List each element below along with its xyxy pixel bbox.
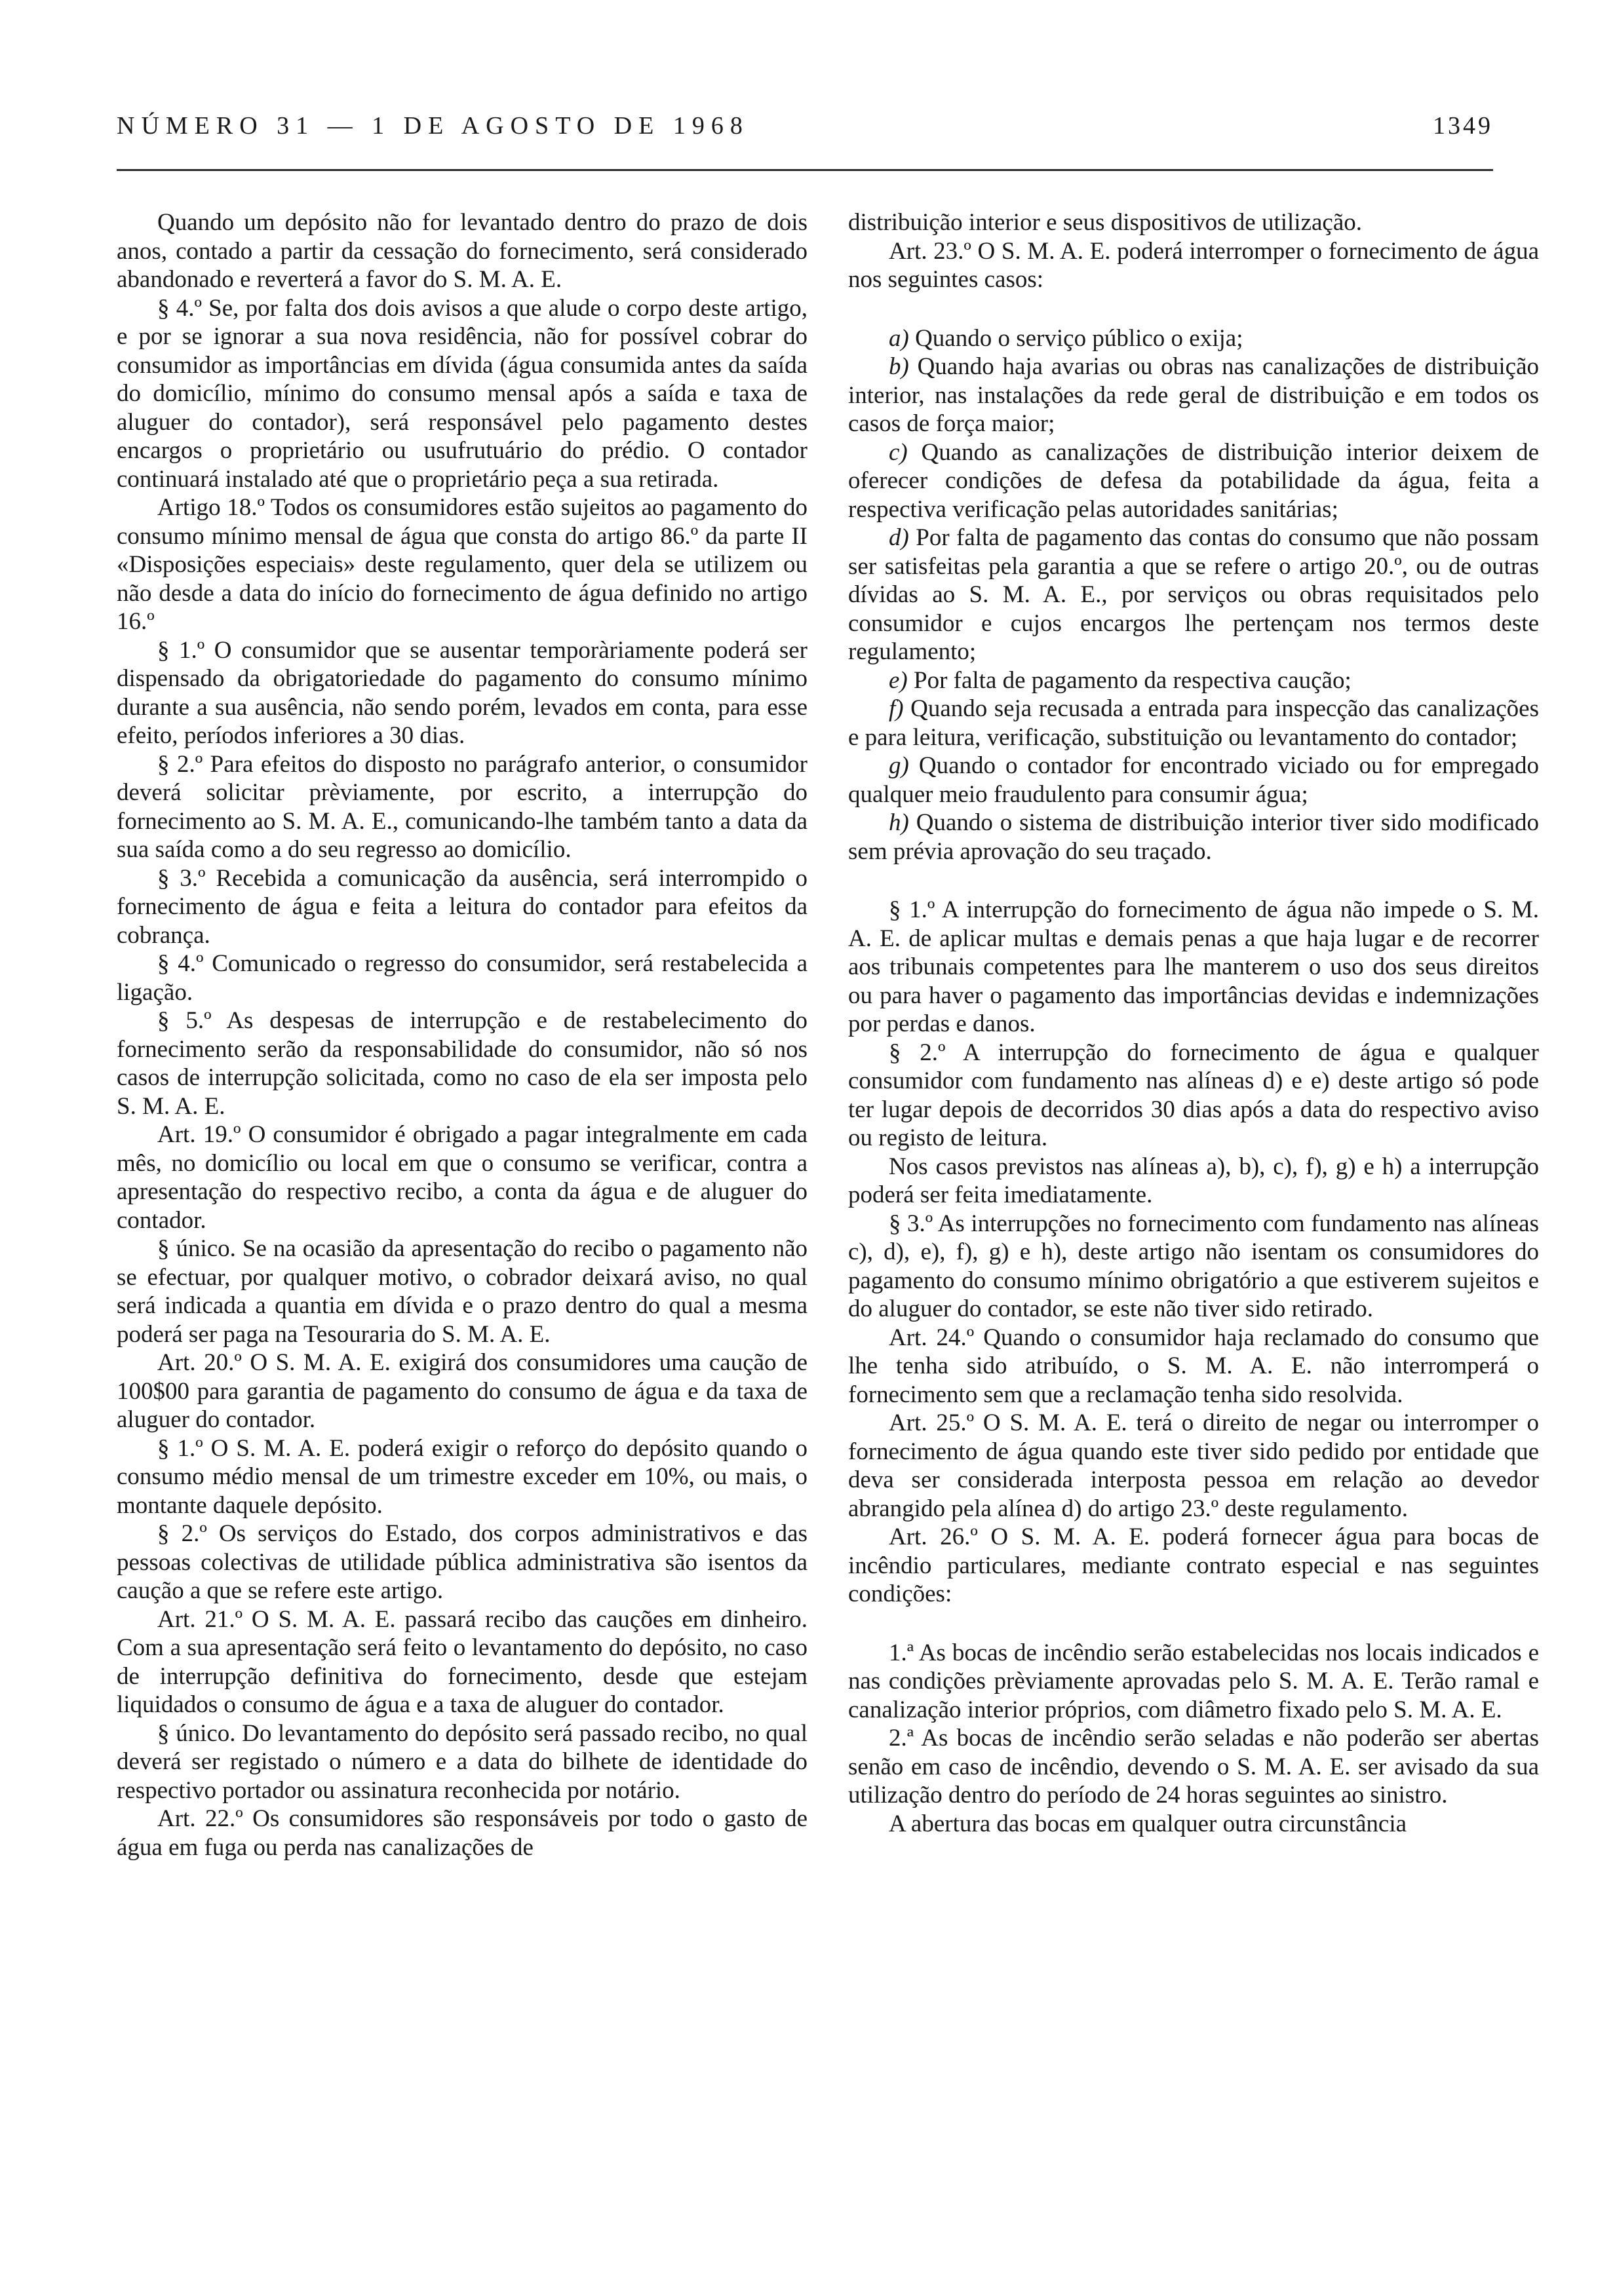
- left-paragraph: Art. 19.º O consumidor é obrigado a pagar integralmente em cada mês, no domicílio ou local em que o consumo se verificar, contra a apresentação do respectivo recibo, a conta da água e de aluguer do contador.: [117, 1121, 808, 1234]
- right-paragraph: [848, 1810, 1539, 1839]
- right-paragraph: [848, 208, 1539, 237]
- paragraph-text: A abertura das bocas em qualquer outra circunstância: [889, 1810, 1407, 1837]
- right-paragraph: [848, 324, 1539, 353]
- left-paragraph: § 2.º Para efeitos do disposto no parágrafo anterior, o consumidor deverá solicitar prèviamente, por escrito, a interrupção do fornecimento ao S. M. A. E., comunicando-lhe também tanto a data da sua saída como a do seu regresso ao domicílio.: [117, 750, 808, 863]
- paragraph-text: Quando o contador for encontrado viciado ou for empregado qualquer meio fraudulento para consumir água;: [848, 752, 1540, 808]
- right-paragraph: [848, 1724, 1539, 1810]
- left-column: [117, 208, 808, 1862]
- paragraph-text: Quando seja recusada a entrada para inspecção das canalizações e para leitura, verificação, substituição ou levantamento do contador;: [848, 695, 1540, 751]
- paragraph-text: Art. 24.º Quando o consumidor haja reclamado do consumo que lhe tenha sido atribuído, o S. M. A. E. não interromperá o fornecimento sem que a reclamação tenha sido resolvida.: [848, 1324, 1539, 1408]
- left-paragraph: Art. 22.º Os consumidores são responsáveis por todo o gasto de água em fuga ou perda nas canalizações de: [117, 1805, 808, 1861]
- right-paragraph: [848, 353, 1539, 438]
- left-paragraph: § 1.º O consumidor que se ausentar temporàriamente poderá ser dispensado da obrigatoriedade do pagamento do consumo mínimo durante a sua ausência, não sendo porém, levados em conta, para esse efeito, períodos inferiores a 30 dias.: [117, 636, 808, 749]
- paragraph-text: Art. 26.º O S. M. A. E. poderá fornecer água para bocas de incêndio particulares, mediante contrato especial e nas seguintes condições:: [848, 1523, 1539, 1607]
- paragraph-text: 1.ª As bocas de incêndio serão estabelecidas nos locais indicados e nas condições prèviamente aprovadas pelo S. M. A. E. Terão ramal e canalização interior próprios, com diâmetro fixado pelo S. M. A. E.: [848, 1639, 1539, 1723]
- right-paragraph: [848, 666, 1539, 695]
- right-paragraph: [848, 1153, 1539, 1210]
- alinea-letter: c): [889, 438, 908, 466]
- right-paragraph: [848, 1409, 1539, 1523]
- paragraph-text: Quando as canalizações de distribuição interior deixem de oferecer condições de defesa da potabilidade da água, feita a respectiva verificação pelas autoridades sanitárias;: [848, 438, 1540, 523]
- left-paragraph: Artigo 18.º Todos os consumidores estão sujeitos ao pagamento do consumo mínimo mensal de água que consta do artigo 86.º da parte II «Disposições especiais» deste regulamento, quer dela se utilizem ou não desde a data do início do fornecimento de água definido no artigo 16.º: [117, 494, 808, 635]
- issue-title: NÚMERO 31 — 1 DE AGOSTO DE 1968: [117, 112, 749, 140]
- left-paragraph: Art. 21.º O S. M. A. E. passará recibo das cauções em dinheiro. Com a sua apresentação será feito o levantamento do depósito, no caso de interrupção definitiva do fornecimento, desde que estejam liquidados o consumo de água e a taxa de aluguer do contador.: [117, 1605, 808, 1718]
- left-paragraph: § 2.º Os serviços do Estado, dos corpos administrativos e das pessoas colectivas de utilidade pública administrativa são isentos da caução a que se refere este artigo.: [117, 1520, 808, 1604]
- paragraph-text: Quando o serviço público o exija;: [915, 324, 1243, 352]
- right-paragraph: [848, 896, 1539, 1039]
- paragraph-text: Por falta de pagamento das contas do consumo que não possam ser satisfeitas pela garantia a que se refere o artigo 20.º, ou de outras dívidas ao S. M. A. E., por serviços ou obras requisitados pelo consumidor e cujos encargos lhe pertençam nos termos deste regulamento;: [848, 524, 1540, 665]
- right-paragraph: [848, 1210, 1539, 1324]
- paragraph-text: § 1.º A interrupção do fornecimento de água não impede o S. M. A. E. de aplicar multas e demais penas a que haja lugar e de recorrer aos tribunais competentes para lhe manterem o uso dos seus direitos ou para haver o pagamento das importâncias devidas e indemnizações por perdas e danos.: [848, 896, 1539, 1037]
- right-paragraph: [848, 438, 1539, 524]
- right-paragraph: [848, 237, 1539, 294]
- alinea-letter: h): [889, 809, 909, 836]
- paragraph-text: Art. 25.º O S. M. A. E. terá o direito de negar ou interromper o fornecimento de água quando este tiver sido pedido por entidade que deva ser considerada interposta pessoa em relação ao devedor abrangido pela alínea d) do artigo 23.º deste regulamento.: [848, 1409, 1539, 1522]
- right-paragraph: [848, 752, 1539, 809]
- paragraph-text: distribuição interior e seus dispositivos de utilização.: [848, 209, 1363, 236]
- page-header: [117, 111, 1493, 151]
- left-paragraph: § 4.º Comunicado o regresso do consumidor, será restabelecida a ligação.: [117, 950, 808, 1006]
- paragraph-text: Quando haja avarias ou obras nas canalizações de distribuição interior, nas instalações da rede geral de distribuição e em todos os casos de força maior;: [848, 353, 1540, 437]
- right-paragraph: [848, 1639, 1539, 1725]
- left-paragraph: § único. Do levantamento do depósito será passado recibo, no qual deverá ser registado o número e a data do bilhete de identidade do respectivo portador ou assinatura reconhecida por notário.: [117, 1719, 808, 1804]
- paragraph-text: Por falta de pagamento da respectiva caução;: [914, 666, 1352, 694]
- right-paragraph: [848, 1523, 1539, 1609]
- right-column: [848, 208, 1539, 1838]
- left-paragraph: § único. Se na ocasião da apresentação do recibo o pagamento não se efectuar, por qualquer motivo, o cobrador deixará aviso, no qual será indicada a quantia em dívida e o prazo dentro do qual a mesma poderá ser paga na Tesouraria do S. M. A. E.: [117, 1235, 808, 1348]
- left-paragraph: Quando um depósito não for levantado dentro do prazo de dois anos, contado a partir da cessação do fornecimento, será considerado abandonado e reverterá a favor do S. M. A. E.: [117, 209, 808, 293]
- paragraph-text: § 2.º A interrupção do fornecimento de água e qualquer consumidor com fundamento nas alíneas d) e e) deste artigo só pode ter lugar depois de decorridos 30 dias após a data do respectivo aviso ou registo de leitura.: [848, 1039, 1539, 1151]
- alinea-letter: e): [889, 666, 908, 694]
- alinea-letter: b): [889, 353, 909, 380]
- header-rule: [117, 169, 1493, 171]
- right-paragraph: [848, 1324, 1539, 1409]
- page-number: 1349: [1433, 112, 1493, 140]
- paragraph-text: Nos casos previstos nas alíneas a), b), c), f), g) e h) a interrupção poderá ser feita imediatamente.: [848, 1153, 1539, 1208]
- alinea-letter: f): [889, 695, 904, 722]
- alinea-letter: d): [889, 524, 909, 551]
- left-paragraph: § 4.º Se, por falta dos dois avisos a que alude o corpo deste artigo, e por se ignorar a sua nova residência, não for possível cobrar do consumidor as importâncias em dívida (água consumida antes da saída do domicílio, mínimo do consumo mensal após a saída e taxa de aluguer do contador), será responsável pelo pagamento destes encargos o proprietário ou usufrutuário do prédio. O contador continuará instalado até que o proprietário peça a sua retirada.: [117, 294, 808, 493]
- left-paragraph: § 3.º Recebida a comunicação da ausência, será interrompido o fornecimento de água e feita a leitura do contador para efeitos da cobrança.: [117, 864, 808, 949]
- alinea-letter: g): [889, 752, 909, 779]
- paragraph-text: Art. 23.º O S. M. A. E. poderá interromper o fornecimento de água nos seguintes casos:: [848, 237, 1539, 293]
- left-paragraph: Art. 20.º O S. M. A. E. exigirá dos consumidores uma caução de 100$00 para garantia de pagamento do consumo de água e da taxa de aluguer do contador.: [117, 1349, 808, 1433]
- left-paragraph: § 5.º As despesas de interrupção e de restabelecimento do fornecimento serão da responsabilidade do consumidor, não só nos casos de interrupção solicitada, como no caso de ela ser imposta pelo S. M. A. E.: [117, 1007, 808, 1120]
- right-paragraph: [848, 524, 1539, 666]
- paragraph-text: § 3.º As interrupções no fornecimento com fundamento nas alíneas c), d), e), f), g) e h), deste artigo não isentam os consumidores do pagamento do consumo mínimo obrigatório a que estiverem sujeitos e do aluguer do contador, se este não tiver sido retirado.: [848, 1210, 1539, 1322]
- right-paragraph: [848, 1039, 1539, 1153]
- paragraph-text: Quando o sistema de distribuição interior tiver sido modificado sem prévia aprovação do seu traçado.: [848, 809, 1540, 865]
- right-paragraph: [848, 809, 1539, 866]
- alinea-letter: a): [889, 324, 909, 352]
- left-paragraph: § 1.º O S. M. A. E. poderá exigir o reforço do depósito quando o consumo médio mensal de um trimestre exceder em 10%, ou mais, o montante daquele depósito.: [117, 1434, 808, 1519]
- paragraph-text: 2.ª As bocas de incêndio serão seladas e não poderão ser abertas senão em caso de incêndio, devendo o S. M. A. E. ser avisado da sua utilização dentro do período de 24 horas seguintes ao sinistro.: [848, 1725, 1539, 1808]
- right-paragraph: [848, 695, 1539, 752]
